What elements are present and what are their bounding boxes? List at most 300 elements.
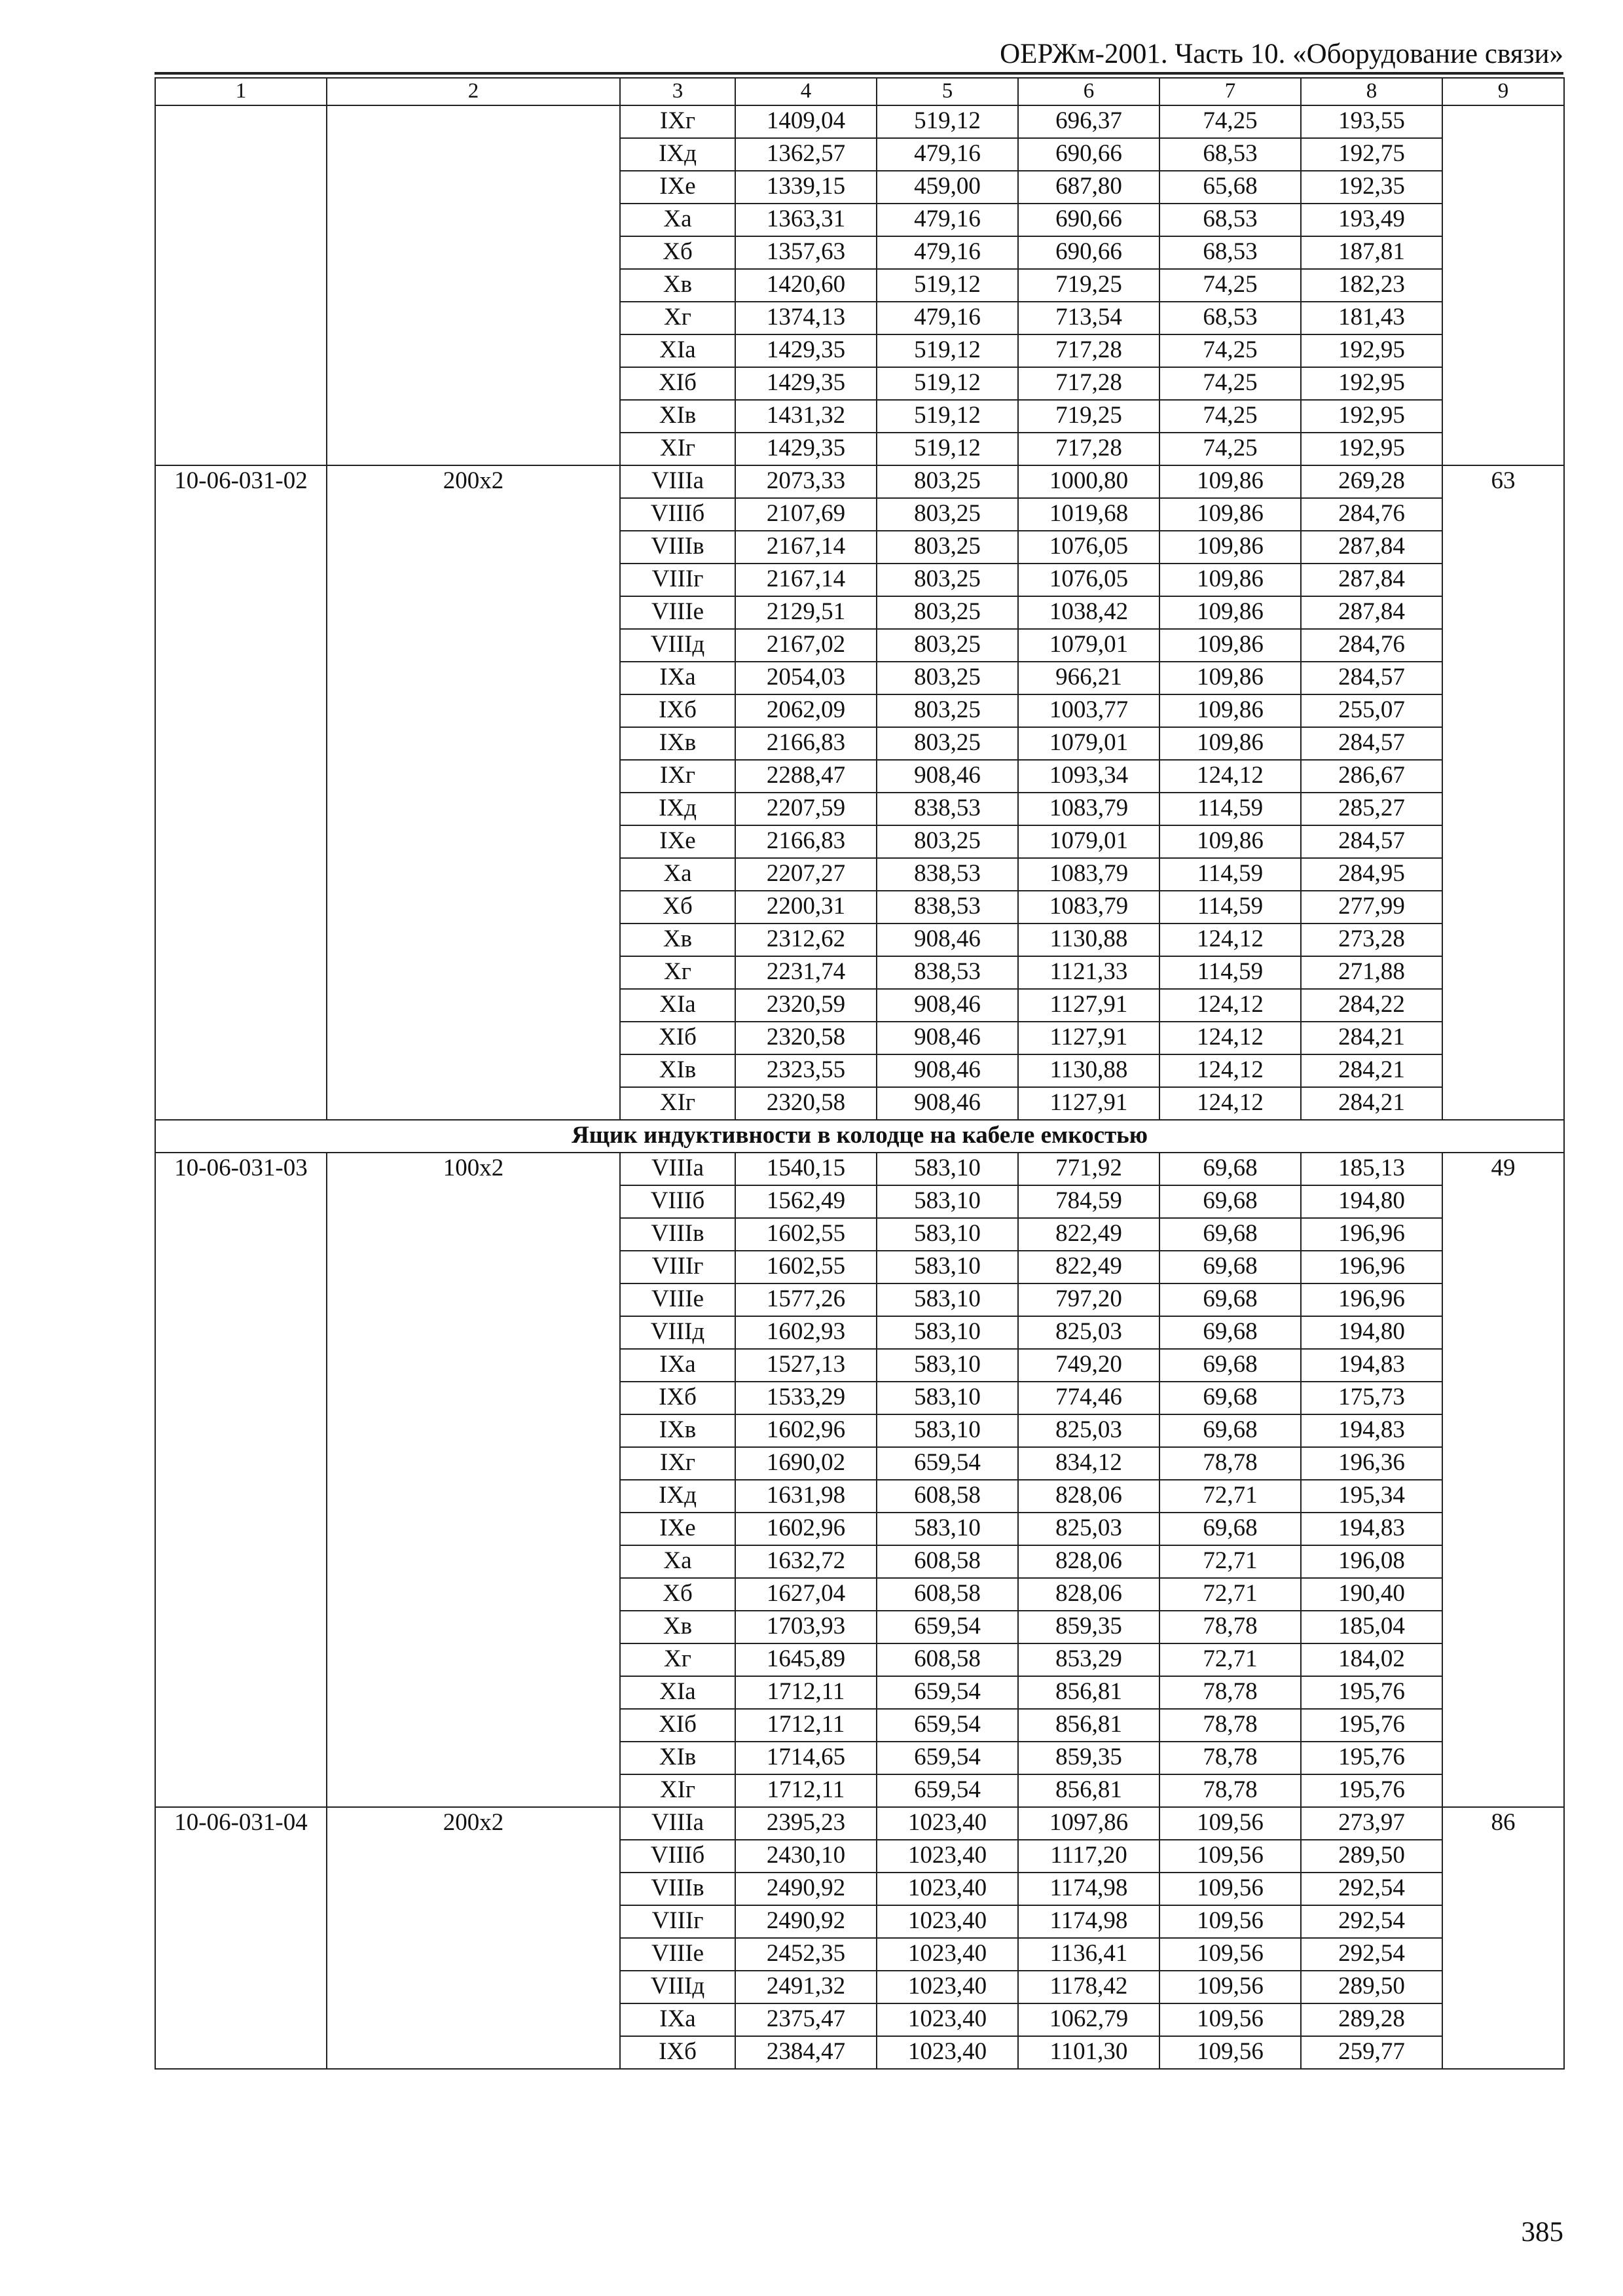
value-cell: 69,68 xyxy=(1159,1218,1301,1251)
value-cell: 194,83 xyxy=(1301,1513,1442,1545)
value-cell: 2320,59 xyxy=(735,989,877,1022)
value-cell: 184,02 xyxy=(1301,1643,1442,1676)
value-cell: 822,49 xyxy=(1018,1251,1159,1283)
value-cell: 1562,49 xyxy=(735,1185,877,1218)
value-cell: 1062,79 xyxy=(1018,2003,1159,2036)
value-cell: 719,25 xyxy=(1018,269,1159,302)
zone-cell: Xб xyxy=(620,891,735,924)
value-cell: 1076,05 xyxy=(1018,564,1159,596)
value-cell: 1362,57 xyxy=(735,138,877,171)
value-cell: 1038,42 xyxy=(1018,596,1159,629)
value-cell: 1023,40 xyxy=(877,1938,1018,1971)
value-cell: 659,54 xyxy=(877,1742,1018,1774)
value-cell: 194,83 xyxy=(1301,1414,1442,1447)
zone-cell: VIIIв xyxy=(620,1873,735,1905)
value-cell: 72,71 xyxy=(1159,1545,1301,1578)
value-cell: 838,53 xyxy=(877,956,1018,989)
value-cell: 109,86 xyxy=(1159,694,1301,727)
value-cell: 196,08 xyxy=(1301,1545,1442,1578)
value-cell: 74,25 xyxy=(1159,105,1301,138)
value-cell: 192,95 xyxy=(1301,334,1442,367)
value-cell: 192,75 xyxy=(1301,138,1442,171)
value-cell: 69,68 xyxy=(1159,1349,1301,1382)
column-number: 6 xyxy=(1018,78,1159,105)
value-cell: 2320,58 xyxy=(735,1087,877,1120)
value-cell: 803,25 xyxy=(877,727,1018,760)
value-cell: 771,92 xyxy=(1018,1153,1159,1185)
value-cell: 68,53 xyxy=(1159,236,1301,269)
value-cell: 859,35 xyxy=(1018,1611,1159,1643)
value-cell: 109,56 xyxy=(1159,1971,1301,2003)
value-cell: 1527,13 xyxy=(735,1349,877,1382)
zone-cell: VIIIа xyxy=(620,465,735,498)
zone-cell: XIг xyxy=(620,1087,735,1120)
zone-cell: Xа xyxy=(620,1545,735,1578)
value-cell: 908,46 xyxy=(877,989,1018,1022)
value-cell: 803,25 xyxy=(877,465,1018,498)
value-cell: 797,20 xyxy=(1018,1283,1159,1316)
value-cell: 1533,29 xyxy=(735,1382,877,1414)
value-cell: 828,06 xyxy=(1018,1578,1159,1611)
zone-cell: Xа xyxy=(620,858,735,891)
value-cell: 69,68 xyxy=(1159,1185,1301,1218)
value-cell: 713,54 xyxy=(1018,302,1159,334)
zone-cell: Xг xyxy=(620,956,735,989)
value-cell: 2062,09 xyxy=(735,694,877,727)
rate-code xyxy=(155,105,327,465)
value-cell: 109,86 xyxy=(1159,727,1301,760)
value-cell: 908,46 xyxy=(877,1022,1018,1054)
value-cell: 519,12 xyxy=(877,367,1018,400)
column-9-value xyxy=(1442,105,1564,465)
table-body xyxy=(155,78,1564,2069)
value-cell: 1121,33 xyxy=(1018,956,1159,989)
zone-cell: VIIIе xyxy=(620,1938,735,1971)
value-cell: 284,21 xyxy=(1301,1022,1442,1054)
value-cell: 608,58 xyxy=(877,1643,1018,1676)
value-cell: 583,10 xyxy=(877,1185,1018,1218)
zone-cell: IXа xyxy=(620,662,735,694)
table-row xyxy=(155,1153,1564,1185)
value-cell: 1101,30 xyxy=(1018,2036,1159,2069)
table-row xyxy=(155,465,1564,498)
value-cell: 583,10 xyxy=(877,1218,1018,1251)
value-cell: 803,25 xyxy=(877,596,1018,629)
value-cell: 1540,15 xyxy=(735,1153,877,1185)
value-cell: 1712,11 xyxy=(735,1774,877,1807)
zone-cell: XIг xyxy=(620,1774,735,1807)
zone-cell: VIIIа xyxy=(620,1807,735,1840)
zone-cell: IXв xyxy=(620,727,735,760)
value-cell: 803,25 xyxy=(877,662,1018,694)
value-cell: 193,49 xyxy=(1301,204,1442,236)
value-cell: 856,81 xyxy=(1018,1709,1159,1742)
value-cell: 1602,96 xyxy=(735,1513,877,1545)
zone-cell: Xг xyxy=(620,1643,735,1676)
value-cell: 194,80 xyxy=(1301,1185,1442,1218)
zone-cell: IXб xyxy=(620,2036,735,2069)
value-cell: 182,23 xyxy=(1301,269,1442,302)
value-cell: 838,53 xyxy=(877,858,1018,891)
value-cell: 2167,14 xyxy=(735,564,877,596)
running-title: ОЕРЖм-2001. Часть 10. «Оборудование связи» xyxy=(1000,39,1563,69)
value-cell: 194,83 xyxy=(1301,1349,1442,1382)
value-cell: 2166,83 xyxy=(735,825,877,858)
value-cell: 109,86 xyxy=(1159,531,1301,564)
value-cell: 289,50 xyxy=(1301,1840,1442,1873)
value-cell: 2491,32 xyxy=(735,1971,877,2003)
zone-cell: VIIIг xyxy=(620,1251,735,1283)
value-cell: 69,68 xyxy=(1159,1283,1301,1316)
value-cell: 608,58 xyxy=(877,1545,1018,1578)
value-cell: 583,10 xyxy=(877,1382,1018,1414)
value-cell: 966,21 xyxy=(1018,662,1159,694)
zone-cell: IXб xyxy=(620,694,735,727)
value-cell: 78,78 xyxy=(1159,1611,1301,1643)
value-cell: 74,25 xyxy=(1159,367,1301,400)
value-cell: 1632,72 xyxy=(735,1545,877,1578)
value-cell: 68,53 xyxy=(1159,302,1301,334)
value-cell: 2312,62 xyxy=(735,924,877,956)
value-cell: 271,88 xyxy=(1301,956,1442,989)
value-cell: 803,25 xyxy=(877,531,1018,564)
value-cell: 284,21 xyxy=(1301,1054,1442,1087)
value-cell: 1127,91 xyxy=(1018,989,1159,1022)
value-cell: 2490,92 xyxy=(735,1905,877,1938)
value-cell: 803,25 xyxy=(877,629,1018,662)
value-cell: 192,35 xyxy=(1301,171,1442,204)
value-cell: 583,10 xyxy=(877,1513,1018,1545)
value-cell: 1374,13 xyxy=(735,302,877,334)
value-cell: 908,46 xyxy=(877,760,1018,793)
value-cell: 479,16 xyxy=(877,138,1018,171)
column-number: 4 xyxy=(735,78,877,105)
value-cell: 286,67 xyxy=(1301,760,1442,793)
value-cell: 196,36 xyxy=(1301,1447,1442,1480)
value-cell: 853,29 xyxy=(1018,1643,1159,1676)
value-cell: 479,16 xyxy=(877,302,1018,334)
value-cell: 196,96 xyxy=(1301,1218,1442,1251)
value-cell: 2375,47 xyxy=(735,2003,877,2036)
value-cell: 74,25 xyxy=(1159,334,1301,367)
value-cell: 856,81 xyxy=(1018,1676,1159,1709)
column-number: 1 xyxy=(155,78,327,105)
value-cell: 2452,35 xyxy=(735,1938,877,1971)
value-cell: 74,25 xyxy=(1159,269,1301,302)
value-cell: 109,56 xyxy=(1159,1807,1301,1840)
column-9-value: 86 xyxy=(1442,1807,1564,2069)
value-cell: 1023,40 xyxy=(877,1873,1018,1905)
value-cell: 659,54 xyxy=(877,1709,1018,1742)
value-cell: 834,12 xyxy=(1018,1447,1159,1480)
value-cell: 1577,26 xyxy=(735,1283,877,1316)
zone-cell: IXе xyxy=(620,171,735,204)
zone-cell: Xб xyxy=(620,236,735,269)
zone-cell: VIIIд xyxy=(620,629,735,662)
value-cell: 1429,35 xyxy=(735,334,877,367)
zone-cell: XIа xyxy=(620,989,735,1022)
value-cell: 65,68 xyxy=(1159,171,1301,204)
value-cell: 2490,92 xyxy=(735,1873,877,1905)
value-cell: 284,76 xyxy=(1301,498,1442,531)
value-cell: 1357,63 xyxy=(735,236,877,269)
value-cell: 1431,32 xyxy=(735,400,877,433)
value-cell: 185,04 xyxy=(1301,1611,1442,1643)
value-cell: 124,12 xyxy=(1159,1054,1301,1087)
value-cell: 2395,23 xyxy=(735,1807,877,1840)
value-cell: 284,57 xyxy=(1301,825,1442,858)
value-cell: 659,54 xyxy=(877,1676,1018,1709)
zone-cell: IXг xyxy=(620,105,735,138)
zone-cell: XIг xyxy=(620,433,735,465)
rate-code: 10-06-031-04 xyxy=(155,1807,327,2069)
value-cell: 583,10 xyxy=(877,1153,1018,1185)
value-cell: 828,06 xyxy=(1018,1545,1159,1578)
value-cell: 78,78 xyxy=(1159,1742,1301,1774)
column-number-row xyxy=(155,78,1564,105)
zone-cell: XIв xyxy=(620,1054,735,1087)
zone-cell: XIв xyxy=(620,400,735,433)
value-cell: 1602,55 xyxy=(735,1251,877,1283)
value-cell: 774,46 xyxy=(1018,1382,1159,1414)
value-cell: 803,25 xyxy=(877,498,1018,531)
value-cell: 1130,88 xyxy=(1018,924,1159,956)
value-cell: 109,86 xyxy=(1159,629,1301,662)
value-cell: 1019,68 xyxy=(1018,498,1159,531)
page-header xyxy=(155,34,1563,75)
value-cell: 195,76 xyxy=(1301,1742,1442,1774)
value-cell: 69,68 xyxy=(1159,1316,1301,1349)
zone-cell: VIIIв xyxy=(620,531,735,564)
value-cell: 1023,40 xyxy=(877,1971,1018,2003)
value-cell: 194,80 xyxy=(1301,1316,1442,1349)
column-number: 5 xyxy=(877,78,1018,105)
value-cell: 2073,33 xyxy=(735,465,877,498)
value-cell: 519,12 xyxy=(877,400,1018,433)
value-cell: 687,80 xyxy=(1018,171,1159,204)
value-cell: 109,86 xyxy=(1159,825,1301,858)
value-cell: 192,95 xyxy=(1301,433,1442,465)
value-cell: 583,10 xyxy=(877,1251,1018,1283)
value-cell: 519,12 xyxy=(877,105,1018,138)
value-cell: 78,78 xyxy=(1159,1709,1301,1742)
column-number: 3 xyxy=(620,78,735,105)
value-cell: 659,54 xyxy=(877,1611,1018,1643)
value-cell: 1127,91 xyxy=(1018,1022,1159,1054)
value-cell: 124,12 xyxy=(1159,1022,1301,1054)
zone-cell: VIIIв xyxy=(620,1218,735,1251)
value-cell: 69,68 xyxy=(1159,1414,1301,1447)
value-cell: 195,76 xyxy=(1301,1676,1442,1709)
zone-cell: VIIIе xyxy=(620,1283,735,1316)
value-cell: 690,66 xyxy=(1018,138,1159,171)
value-cell: 1093,34 xyxy=(1018,760,1159,793)
value-cell: 803,25 xyxy=(877,825,1018,858)
value-cell: 1117,20 xyxy=(1018,1840,1159,1873)
value-cell: 2288,47 xyxy=(735,760,877,793)
value-cell: 784,59 xyxy=(1018,1185,1159,1218)
value-cell: 187,81 xyxy=(1301,236,1442,269)
value-cell: 109,86 xyxy=(1159,465,1301,498)
zone-cell: XIа xyxy=(620,1676,735,1709)
zone-cell: Xа xyxy=(620,204,735,236)
zone-cell: VIIIг xyxy=(620,564,735,596)
value-cell: 269,28 xyxy=(1301,465,1442,498)
zone-cell: Xв xyxy=(620,269,735,302)
value-cell: 1174,98 xyxy=(1018,1873,1159,1905)
value-cell: 825,03 xyxy=(1018,1414,1159,1447)
value-cell: 124,12 xyxy=(1159,924,1301,956)
zone-cell: VIIIд xyxy=(620,1971,735,2003)
value-cell: 1429,35 xyxy=(735,367,877,400)
value-cell: 74,25 xyxy=(1159,433,1301,465)
value-cell: 1409,04 xyxy=(735,105,877,138)
value-cell: 292,54 xyxy=(1301,1905,1442,1938)
value-cell: 717,28 xyxy=(1018,367,1159,400)
value-cell: 690,66 xyxy=(1018,236,1159,269)
value-cell: 68,53 xyxy=(1159,138,1301,171)
value-cell: 284,57 xyxy=(1301,662,1442,694)
value-cell: 1712,11 xyxy=(735,1709,877,1742)
value-cell: 583,10 xyxy=(877,1283,1018,1316)
column-number: 9 xyxy=(1442,78,1564,105)
zone-cell: VIIIг xyxy=(620,1905,735,1938)
value-cell: 109,56 xyxy=(1159,2003,1301,2036)
value-cell: 69,68 xyxy=(1159,1153,1301,1185)
zone-cell: XIб xyxy=(620,1022,735,1054)
value-cell: 1023,40 xyxy=(877,1905,1018,1938)
value-cell: 109,56 xyxy=(1159,1840,1301,1873)
value-cell: 69,68 xyxy=(1159,1513,1301,1545)
value-cell: 1079,01 xyxy=(1018,629,1159,662)
value-cell: 908,46 xyxy=(877,924,1018,956)
zone-cell: Xг xyxy=(620,302,735,334)
page-number: 385 xyxy=(1521,2217,1563,2248)
value-cell: 289,50 xyxy=(1301,1971,1442,2003)
value-cell: 1000,80 xyxy=(1018,465,1159,498)
value-cell: 583,10 xyxy=(877,1316,1018,1349)
rate-code: 10-06-031-03 xyxy=(155,1153,327,1807)
value-cell: 1631,98 xyxy=(735,1480,877,1513)
value-cell: 284,22 xyxy=(1301,989,1442,1022)
value-cell: 181,43 xyxy=(1301,302,1442,334)
value-cell: 196,96 xyxy=(1301,1251,1442,1283)
table-row xyxy=(155,1807,1564,1840)
zone-cell: VIIIб xyxy=(620,498,735,531)
value-cell: 1714,65 xyxy=(735,1742,877,1774)
value-cell: 124,12 xyxy=(1159,1087,1301,1120)
value-cell: 69,68 xyxy=(1159,1382,1301,1414)
value-cell: 479,16 xyxy=(877,204,1018,236)
value-cell: 1429,35 xyxy=(735,433,877,465)
value-cell: 284,76 xyxy=(1301,629,1442,662)
value-cell: 78,78 xyxy=(1159,1774,1301,1807)
value-cell: 109,86 xyxy=(1159,596,1301,629)
zone-cell: VIIIб xyxy=(620,1840,735,1873)
value-cell: 68,53 xyxy=(1159,204,1301,236)
value-cell: 1083,79 xyxy=(1018,891,1159,924)
value-cell: 185,13 xyxy=(1301,1153,1442,1185)
value-cell: 72,71 xyxy=(1159,1480,1301,1513)
section-heading-row xyxy=(155,1120,1564,1153)
value-cell: 285,27 xyxy=(1301,793,1442,825)
value-cell: 1079,01 xyxy=(1018,825,1159,858)
column-number: 8 xyxy=(1301,78,1442,105)
value-cell: 114,59 xyxy=(1159,891,1301,924)
value-cell: 1023,40 xyxy=(877,1807,1018,1840)
parameter-cell: 200х2 xyxy=(327,1807,620,2069)
value-cell: 479,16 xyxy=(877,236,1018,269)
zone-cell: IXа xyxy=(620,2003,735,2036)
zone-cell: XIб xyxy=(620,1709,735,1742)
value-cell: 284,57 xyxy=(1301,727,1442,760)
value-cell: 717,28 xyxy=(1018,433,1159,465)
value-cell: 1178,42 xyxy=(1018,1971,1159,2003)
value-cell: 78,78 xyxy=(1159,1447,1301,1480)
value-cell: 114,59 xyxy=(1159,793,1301,825)
value-cell: 608,58 xyxy=(877,1480,1018,1513)
value-cell: 1130,88 xyxy=(1018,1054,1159,1087)
value-cell: 696,37 xyxy=(1018,105,1159,138)
value-cell: 717,28 xyxy=(1018,334,1159,367)
value-cell: 1690,02 xyxy=(735,1447,877,1480)
value-cell: 459,00 xyxy=(877,171,1018,204)
zone-cell: IXа xyxy=(620,1349,735,1382)
value-cell: 1023,40 xyxy=(877,1840,1018,1873)
zone-cell: Xв xyxy=(620,924,735,956)
value-cell: 192,95 xyxy=(1301,367,1442,400)
value-cell: 838,53 xyxy=(877,891,1018,924)
value-cell: 2107,69 xyxy=(735,498,877,531)
zone-cell: XIв xyxy=(620,1742,735,1774)
value-cell: 2167,02 xyxy=(735,629,877,662)
value-cell: 1083,79 xyxy=(1018,793,1159,825)
zone-cell: XIа xyxy=(620,334,735,367)
column-number: 7 xyxy=(1159,78,1301,105)
value-cell: 114,59 xyxy=(1159,858,1301,891)
value-cell: 2231,74 xyxy=(735,956,877,989)
zone-cell: Xб xyxy=(620,1578,735,1611)
value-cell: 908,46 xyxy=(877,1054,1018,1087)
value-cell: 109,86 xyxy=(1159,564,1301,596)
value-cell: 292,54 xyxy=(1301,1873,1442,1905)
value-cell: 195,76 xyxy=(1301,1774,1442,1807)
value-cell: 2384,47 xyxy=(735,2036,877,2069)
value-cell: 856,81 xyxy=(1018,1774,1159,1807)
value-cell: 109,86 xyxy=(1159,498,1301,531)
column-9-value: 49 xyxy=(1442,1153,1564,1807)
value-cell: 109,56 xyxy=(1159,1905,1301,1938)
zone-cell: IXв xyxy=(620,1414,735,1447)
value-cell: 2320,58 xyxy=(735,1022,877,1054)
section-heading: Ящик индуктивности в колодце на кабеле емкостью xyxy=(155,1120,1564,1153)
value-cell: 1602,93 xyxy=(735,1316,877,1349)
value-cell: 719,25 xyxy=(1018,400,1159,433)
value-cell: 803,25 xyxy=(877,694,1018,727)
value-cell: 1602,55 xyxy=(735,1218,877,1251)
value-cell: 124,12 xyxy=(1159,760,1301,793)
value-cell: 273,97 xyxy=(1301,1807,1442,1840)
value-cell: 277,99 xyxy=(1301,891,1442,924)
value-cell: 114,59 xyxy=(1159,956,1301,989)
zone-cell: IXд xyxy=(620,1480,735,1513)
value-cell: 72,71 xyxy=(1159,1643,1301,1676)
zone-cell: IXг xyxy=(620,1447,735,1480)
value-cell: 195,76 xyxy=(1301,1709,1442,1742)
table-row xyxy=(155,105,1564,138)
zone-cell: IXд xyxy=(620,793,735,825)
value-cell: 822,49 xyxy=(1018,1218,1159,1251)
